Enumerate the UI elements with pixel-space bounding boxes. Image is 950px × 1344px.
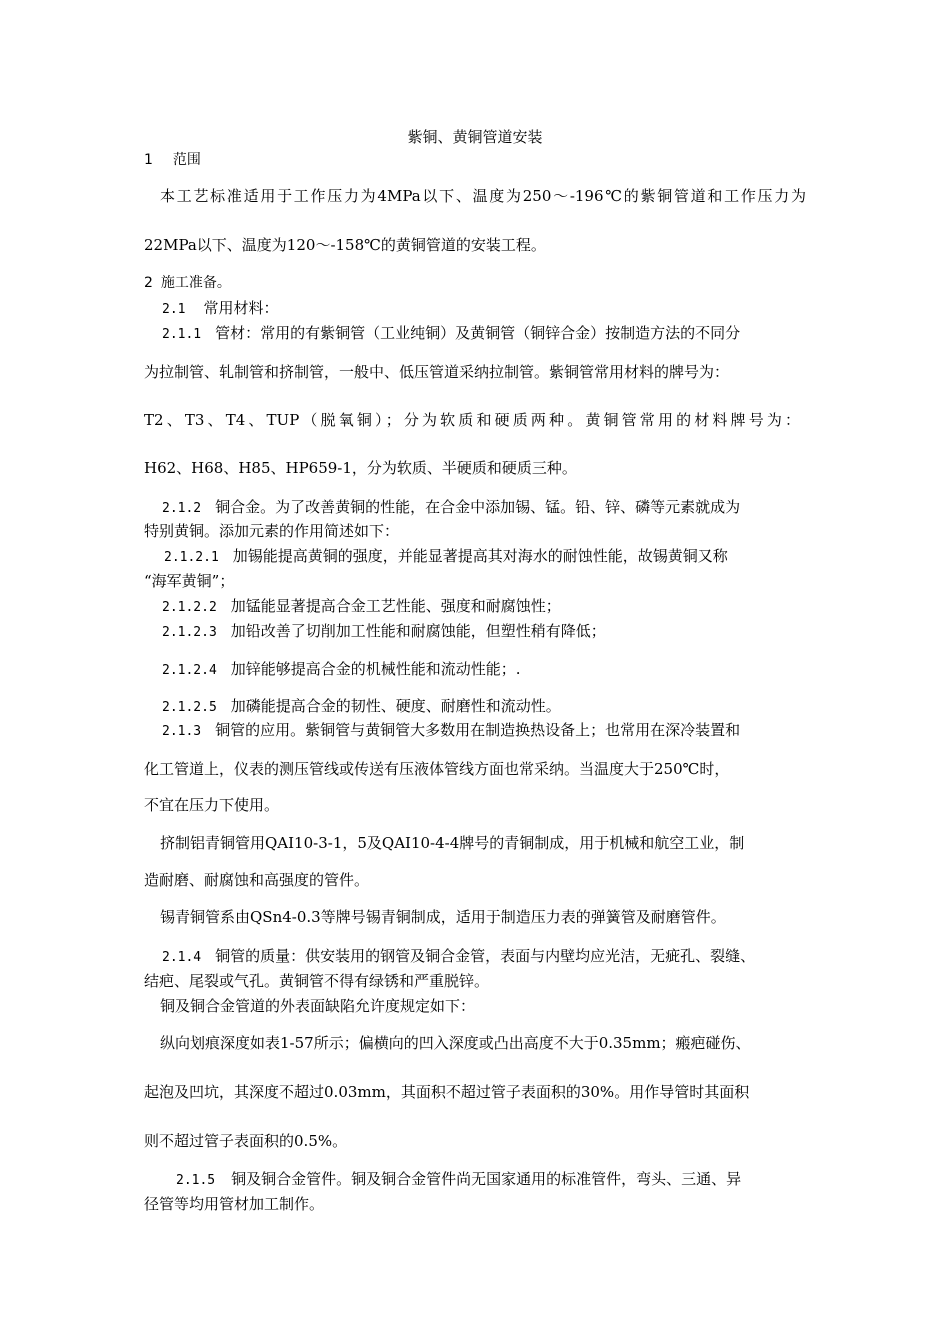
body-line: 铜及铜合金管道的外表面缺陷允许度规定如下： xyxy=(160,997,476,1015)
clause-2-1-5 xyxy=(176,1169,741,1189)
body-line: 化工管道上，仪表的测压管线或传送有压液体管线方面也常采纳。当温度大于250℃时， xyxy=(144,760,730,778)
body-line: 纵向划痕深度如表1-57所示；偏横向的凹入深度或凸出高度不大于0.35mm；瘢疤碰伤、 xyxy=(160,1034,751,1052)
body-line: “海军黄铜”； xyxy=(144,572,235,590)
clause-text: 铜管的应用。紫铜管与黄铜管大多数用在制造换热设备上；也常用在深冷装置和 xyxy=(215,721,741,739)
body-line: H62、H68、H85、HP659-1，分为软质、半硬质和硬质三种。 xyxy=(144,459,577,477)
section-title-tail: 。 xyxy=(216,275,231,291)
clause-text: 加铅改善了切削加工性能和耐腐蚀能，但塑性稍有降低； xyxy=(230,622,606,640)
clause-2-1-2-4 xyxy=(162,659,521,679)
clause-number: 2.1 xyxy=(162,302,186,317)
clause-2-1-2 xyxy=(162,497,740,517)
body-line: 则不超过管子表面积的0.5%。 xyxy=(144,1132,348,1150)
clause-2-1-2-1 xyxy=(164,546,728,566)
clause-2-1-2-2 xyxy=(162,596,561,616)
clause-number: 2.1.2.5 xyxy=(162,700,217,715)
body-line: 本工艺标准适用于工作压力为4MPa以下、温度为250～-196℃的紫铜管道和工作压力为 xyxy=(160,187,806,205)
body-line: T2、T3、T4、TUP（脱氧铜）；分为软质和硬质两种。黄铜管常用的材料牌号为： xyxy=(144,411,800,429)
clause-2-1-1 xyxy=(162,323,740,343)
clause-text: 铜管的质量：供安装用的钢管及铜合金管，表面与内壁均应光洁，无疵孔、裂缝、 xyxy=(215,947,756,965)
clause-number: 2.1.1 xyxy=(162,327,202,342)
clause-number: 2.1.5 xyxy=(176,1173,216,1188)
clause-text: 加磷能提高合金的韧性、硬度、耐磨性和流动性。 xyxy=(230,697,561,715)
page-title: 紫铜、黄铜管道安装 xyxy=(407,128,543,146)
section-2-heading xyxy=(144,273,231,293)
clause-number: 2.1.3 xyxy=(162,724,202,739)
clause-number: 2.1.2 xyxy=(162,501,202,516)
body-line: 不宜在压力下使用。 xyxy=(144,796,280,814)
body-line: 起泡及凹坑，其深度不超过0.03mm，其面积不超过管子表面积的30%。用作导管时其面积 xyxy=(144,1083,750,1101)
body-line: 结疤、尾裂或气孔。黄铜管不得有绿锈和严重脱锌。 xyxy=(144,972,490,990)
clause-number: 2.1.2.1 xyxy=(164,550,219,565)
clause-text: 加锰能显著提高合金工艺性能、强度和耐腐蚀性； xyxy=(230,597,561,615)
body-line: 特别黄铜。添加元素的作用简述如下： xyxy=(144,522,400,540)
clause-2-1-2-5 xyxy=(162,696,561,716)
section-title: 范围 xyxy=(172,152,201,168)
clause-number: 2.1.2.4 xyxy=(162,663,217,678)
clause-2-1-4 xyxy=(162,946,755,966)
section-1-heading xyxy=(144,150,201,170)
body-line: 22MPa以下、温度为120～-158℃的黄铜管道的安装工程。 xyxy=(144,236,546,254)
clause-2-1-3 xyxy=(162,720,740,740)
body-line: 锡青铜管系由QSn4-0.3等牌号锡青铜制成，适用于制造压力表的弹簧管及耐磨管件。 xyxy=(160,908,726,926)
section-title: 施工准备 xyxy=(160,275,217,291)
clause-text: 常用材料： xyxy=(203,299,279,317)
body-line: 挤制铝青铜管用QAI10-3-1，5及QAI10-4-4牌号的青铜制成，用于机械和航空工业，制 xyxy=(160,834,745,852)
clause-text: 铜合金。为了改善黄铜的性能，在合金中添加锡、锰。铅、锌、磷等元素就成为 xyxy=(215,498,741,516)
clause-text: 铜及铜合金管件。铜及铜合金管件尚无国家通用的标准管件，弯头、三通、异 xyxy=(231,1170,742,1188)
body-line: 为拉制管、轧制管和挤制管，一般中、低压管道采纳拉制管。紫铜管常用材料的牌号为： xyxy=(144,363,730,381)
clause-text: 加锡能提高黄铜的强度，并能显著提高其对海水的耐蚀性能，故锡黄铜又称 xyxy=(232,547,728,565)
clause-number: 2.1.2.3 xyxy=(162,625,217,640)
clause-number: 2.1.2.2 xyxy=(162,600,217,615)
body-line: 造耐磨、耐腐蚀和高强度的管件。 xyxy=(144,871,370,889)
section-number: 1 xyxy=(144,152,153,168)
clause-text: 管材：常用的有紫铜管（工业纯铜）及黄铜管（铜锌合金）按制造方法的不同分 xyxy=(215,324,741,342)
subsection-2-1 xyxy=(162,298,279,318)
clause-text: 加锌能够提高合金的机械性能和流动性能；. xyxy=(230,660,521,678)
section-number: 2 xyxy=(144,275,153,291)
body-line: 径管等均用管材加工制作。 xyxy=(144,1195,325,1213)
clause-number: 2.1.4 xyxy=(162,950,202,965)
clause-2-1-2-3 xyxy=(162,621,606,641)
